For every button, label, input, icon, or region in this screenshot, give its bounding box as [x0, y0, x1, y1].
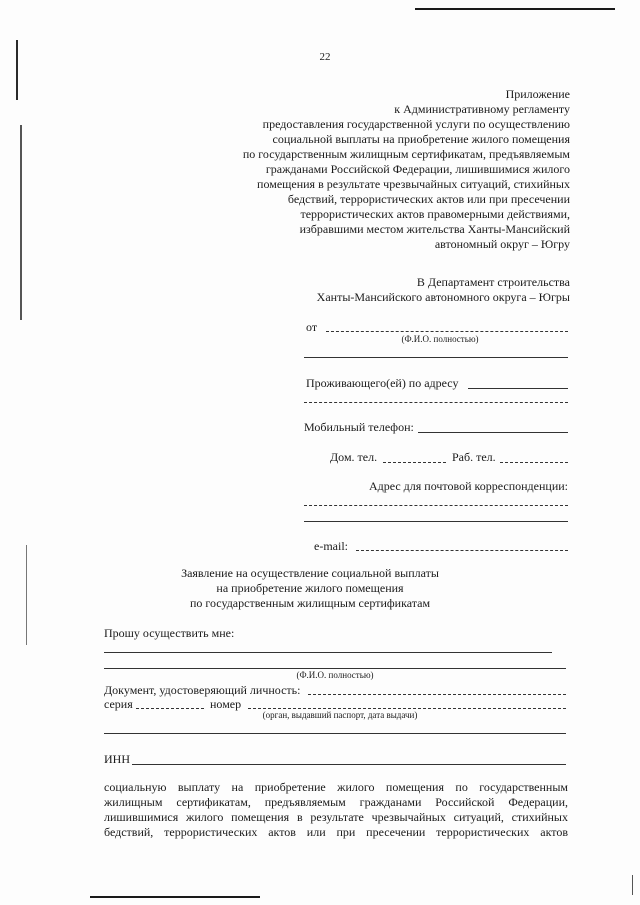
- addressee-line: Ханты-Мансийского автономного округа – Югры: [316, 290, 570, 304]
- from-input-line-2[interactable]: [304, 357, 568, 358]
- from-label: от: [306, 320, 318, 334]
- number-input-line[interactable]: [248, 708, 566, 709]
- series-label: серия: [104, 697, 133, 711]
- request-label: Прошу осуществить мне:: [104, 626, 235, 640]
- appendix-line: бедствий, террористических актов или при пресечении: [287, 192, 570, 206]
- paragraph-line: лишившимися жилого помещения в результате чрезвычайных ситуаций, стихийных: [104, 810, 568, 824]
- appendix-line: автономный округ – Югру: [434, 237, 570, 251]
- title-line: на приобретение жилого помещения: [216, 581, 404, 595]
- appendix-line: Приложение: [505, 87, 570, 101]
- email-input-line[interactable]: [356, 550, 568, 551]
- inn-input-line[interactable]: [132, 764, 566, 765]
- addressee-line: В Департамент строительства: [416, 275, 570, 289]
- paragraph-line: бедствий, террористических актов или при пресечении террористических актов: [104, 825, 568, 839]
- title-line: по государственным жилищным сертификатам: [189, 596, 431, 610]
- scan-mark-left-2: [20, 125, 22, 320]
- appendix-block: [180, 87, 570, 252]
- residing-input-line-2[interactable]: [304, 402, 568, 403]
- fio-hint: (Ф.И.О. полностью): [401, 334, 479, 344]
- request-fio-hint: (Ф.И.О. полностью): [296, 670, 374, 680]
- residing-input-line[interactable]: [468, 388, 568, 389]
- scan-mark-left-3: [26, 545, 27, 645]
- appendix-line: предоставления государственной услуги по осуществлению: [262, 117, 570, 131]
- home-phone-input-line[interactable]: [383, 462, 446, 463]
- scan-mark-left: [16, 40, 18, 100]
- postal-label: Адрес для почтовой корреспонденции:: [368, 479, 568, 493]
- postal-input-line-2[interactable]: [304, 521, 568, 522]
- postal-input-line[interactable]: [304, 505, 568, 506]
- request-input-line[interactable]: [104, 652, 552, 653]
- appendix-line: террористических актов правомерными действиями,: [300, 207, 570, 221]
- appendix-line: по государственным жилищным сертификатам, предъявляемым: [242, 147, 570, 161]
- work-phone-input-line[interactable]: [500, 462, 568, 463]
- appendix-line: к Административному регламенту: [394, 102, 570, 116]
- appendix-line: социальной выплаты на приобретение жилого помещения: [272, 132, 570, 146]
- number-label: номер: [210, 697, 242, 711]
- mobile-label: Мобильный телефон:: [304, 420, 414, 434]
- scan-mark-right: [632, 875, 633, 895]
- request-input-line-2[interactable]: [104, 668, 566, 669]
- work-phone-label: Раб. тел.: [452, 450, 496, 464]
- appendix-line: помещения в результате чрезвычайных ситуаций, стихийных: [257, 177, 570, 191]
- inn-label: ИНН: [104, 752, 130, 766]
- scan-edge-bottom-left: [90, 896, 260, 898]
- identity-input-line[interactable]: [308, 694, 566, 695]
- home-phone-label: Дом. тел.: [330, 450, 378, 464]
- appendix-line: избравшими местом жительства Ханты-Мансийский: [299, 222, 570, 236]
- identity-label: Документ, удостоверяющий личность:: [104, 683, 301, 697]
- scan-edge-top-right: [415, 8, 615, 10]
- residing-label: Проживающего(ей) по адресу: [306, 376, 459, 390]
- series-input-line[interactable]: [136, 708, 204, 709]
- mobile-input-line[interactable]: [418, 432, 568, 433]
- addressee-block: [250, 275, 570, 305]
- issuer-input-line[interactable]: [104, 733, 566, 734]
- paragraph-line: социальную выплату на приобретение жилого помещения по государственным: [104, 780, 568, 794]
- page-number: 22: [319, 51, 331, 63]
- email-label: e-mail:: [314, 539, 348, 553]
- paragraph-line: жилищным сертификатам, предъявляемым гражданами Российской Федерации,: [104, 795, 568, 809]
- request-paragraph: [104, 780, 568, 840]
- title-line: Заявление на осуществление социальной выплаты: [181, 566, 439, 580]
- appendix-line: гражданами Российской Федерации, лишившимися жилого: [265, 162, 570, 176]
- from-input-line[interactable]: [326, 331, 568, 332]
- statement-title: [140, 566, 480, 611]
- issuer-hint: (орган, выдавший паспорт, дата выдачи): [262, 710, 418, 720]
